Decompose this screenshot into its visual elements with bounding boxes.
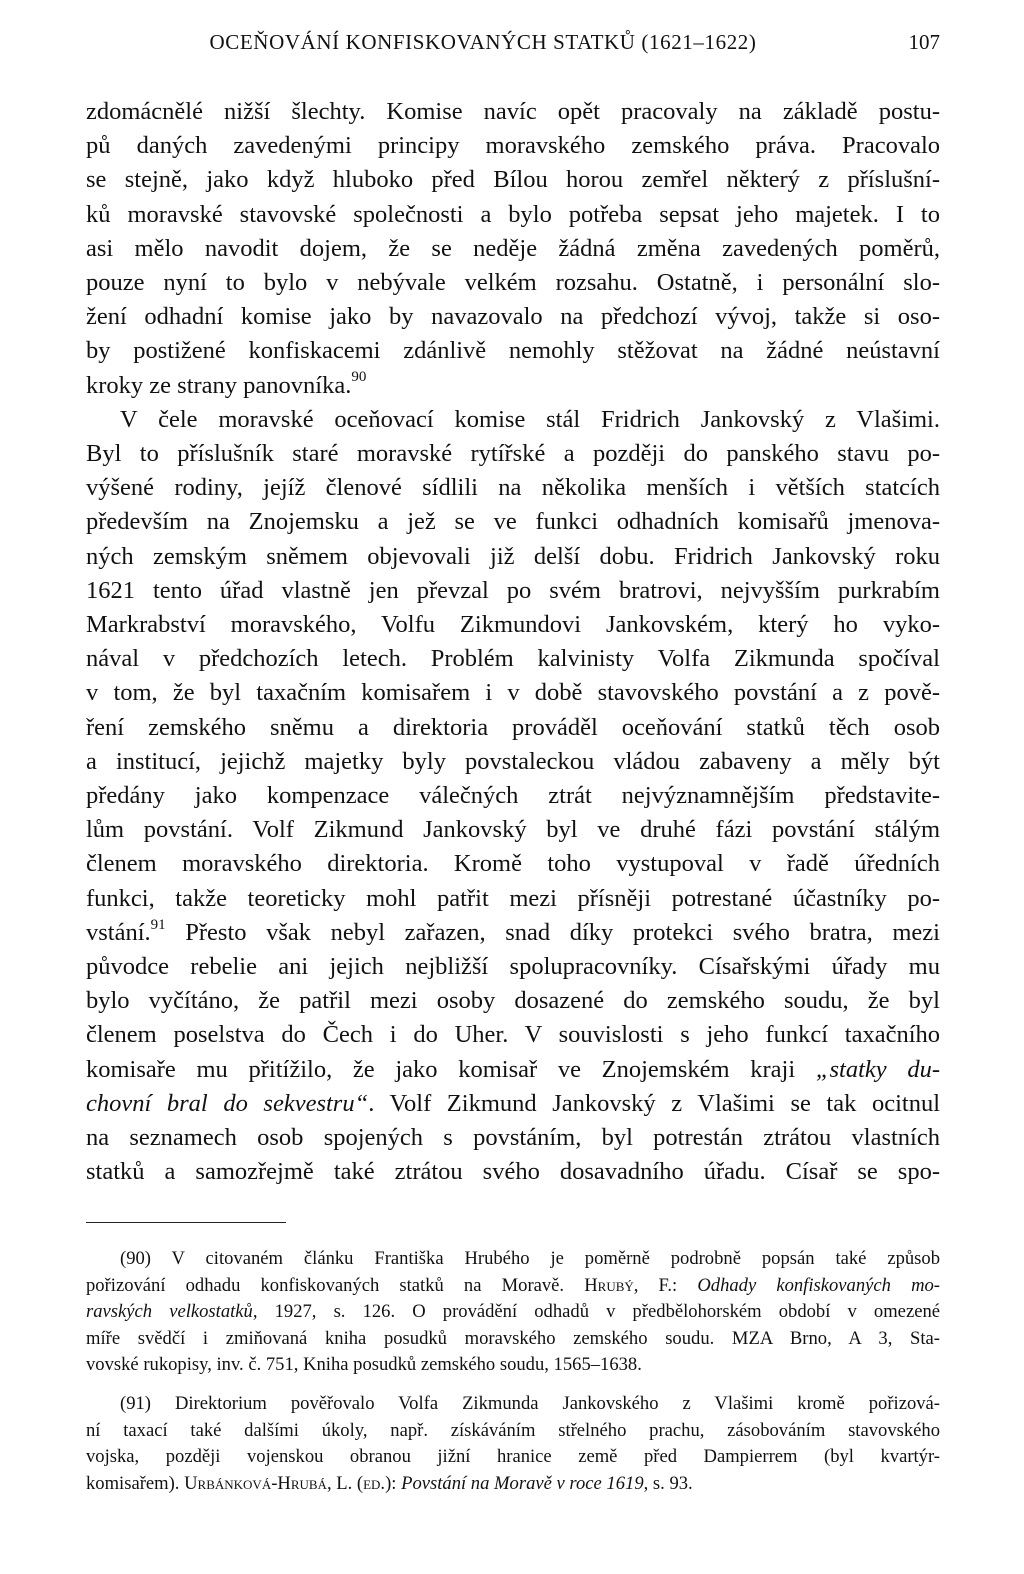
cited-title: Povstání na Moravě v roce 1619 <box>401 1472 644 1494</box>
main-text <box>86 95 940 1190</box>
footnote-line: (90) V citovaném článku Františka Hrubého je poměrně podrobně popsán také způsob <box>120 1248 940 1269</box>
text-line: pů daných zavedenými principy moravského zemského práva. Pracovalo <box>86 132 940 160</box>
text-run: : <box>391 1472 402 1494</box>
text-run: . Volf Zikmund Jankovský z Vlašimi se tak ocitnul <box>368 1089 940 1117</box>
footnote-line: (91) Direktorium pověřovalo Volfa Zikmunda Jankovského z Vlašimi kromě pořizová- <box>120 1392 940 1414</box>
footnotes <box>86 1246 940 1509</box>
text-line: a institucí, jejichž majetky byly povstaleckou vládou zabaveny a měly být <box>86 747 940 775</box>
footnote-line <box>86 1471 940 1498</box>
text-run: vstání. <box>86 918 151 946</box>
text-line: pouze nyní to bylo v nebývale velkém rozsahu. Ostatně, i personální slo- <box>86 269 940 297</box>
text-line: výšené rodiny, jejíž členové sídlili na několika menších i větších statcích <box>86 474 940 502</box>
text-line: ných zemským sněmem objevovali již delší dobu. Fridrich Jankovský roku <box>86 542 940 570</box>
footnote-ref-90[interactable]: 90 <box>351 369 367 386</box>
text-line: v tom, že byl taxačním komisařem i v době stavovského povstání a z pově- <box>86 679 940 707</box>
page-number: 107 <box>908 30 940 54</box>
text-line <box>86 369 940 403</box>
text-run: , s. 93. <box>643 1472 693 1494</box>
footnote-line <box>86 1273 940 1300</box>
text-line: statků a samozřejmě také ztrátou svého dosavadního úřadu. Císař se spo- <box>86 1158 940 1186</box>
cited-author: Urbánková-Hrubá, L. (ed.) <box>184 1472 392 1494</box>
text-line: by postižené konfiskacemi zdánlivě nemohly stěžovat na žádné neústavní <box>86 337 940 365</box>
footnote-91 <box>86 1391 940 1497</box>
text-line: členem poselstva do Čech i do Uher. V souvislosti s jeho funkcí taxačního <box>86 1021 940 1049</box>
text-run: : <box>672 1274 698 1296</box>
text-line: především na Znojemsku a jež se ve funkci odhadních komisařů jmenova- <box>86 508 940 536</box>
text-line: původce rebelie ani jejich nejbližší spolupracovníky. Císařskými úřady mu <box>86 953 940 981</box>
text-line: lům povstání. Volf Zikmund Jankovský byl ve druhé fázi povstání stálým <box>86 816 940 844</box>
text-line: předány jako kompenzace válečných ztrát nejvýznamnějším představite- <box>86 782 940 810</box>
text-line: žení odhadní komise jako by navazovalo na předchozí vývoj, takže si oso- <box>86 303 940 331</box>
footnote-line <box>86 1299 940 1326</box>
running-head: OCEŇOVÁNÍ KONFISKOVANÝCH STATKŮ (1621–1622) <box>209 30 757 54</box>
text-line: bylo vyčítáno, že patřil mezi osoby dosazené do zemského soudu, že byl <box>86 987 940 1015</box>
text-run: pořizování odhadu konfiskovaných statků na Moravě. <box>86 1274 585 1296</box>
quoted-text: „statky du- <box>815 1055 941 1083</box>
quoted-text: chovní bral do sekvestru“ <box>86 1089 369 1117</box>
text-line: nával v předchozích letech. Problém kalvinisty Volfa Zikmunda spočíval <box>86 645 940 673</box>
text-line: ření zemského sněmu a direktoria prováděl oceňování statků těch osob <box>86 713 940 741</box>
page-header <box>86 30 940 70</box>
text-line: se stejně, jako když hluboko před Bílou horou zemřel některý z příslušní- <box>86 166 940 194</box>
text-run: kroky ze strany panovníka. <box>86 371 352 399</box>
text-line: 1621 tento úřad vlastně jen převzal po svém bratrovi, nejvyšším purkrabím <box>86 576 940 604</box>
cited-author: Hrubý, F. <box>584 1274 673 1296</box>
text-run: Přesto však nebyl zařazen, snad díky protekci svého bratra, mezi <box>165 918 940 946</box>
footnote-ref-91[interactable]: 91 <box>150 916 166 933</box>
footnote-line: vovské rukopisy, inv. č. 751, Kniha posudků zemského soudu, 1565–1638. <box>86 1354 642 1376</box>
text-line: členem moravského direktoria. Kromě toho vystupoval v řadě úředních <box>86 850 940 878</box>
footnote-separator <box>86 1222 286 1223</box>
text-line: V čele moravské oceňovací komise stál Fridrich Jankovský z Vlašimi. <box>120 405 940 433</box>
footnote-90 <box>86 1246 940 1379</box>
text-line <box>86 916 940 950</box>
footnote-line: ní taxací také dalšími úkoly, např. získáváním střelného prachu, zásobováním stavovského <box>86 1419 940 1441</box>
text-line: asi mělo navodit dojem, že se neděje žádná změna zavedených poměrů, <box>86 234 940 262</box>
text-run: komisaře mu přitížilo, že jako komisař ve Znojemském kraji <box>86 1055 816 1083</box>
text-run: , 1927, s. 126. O provádění odhadů v předbělohorském období v omezené <box>252 1301 940 1323</box>
cited-title: ravských velkostatků <box>86 1301 253 1323</box>
footnote-line: vojska, později vojenskou obranou jižní hranice země před Dampierrem (byl kvartýr- <box>86 1446 940 1468</box>
text-line: zdomácnělé nižší šlechty. Komise navíc opět pracovaly na základě postu- <box>86 98 940 125</box>
text-run: komisařem). <box>86 1472 185 1494</box>
text-line <box>86 1053 940 1087</box>
text-line: Markrabství moravského, Volfu Zikmundovi Jankovském, který ho vyko- <box>86 611 940 639</box>
paragraph-1 <box>86 95 940 403</box>
paragraph-2 <box>86 403 940 1190</box>
text-line: ků moravské stavovské společnosti a bylo potřeba sepsat jeho majetek. I to <box>86 200 940 228</box>
text-line <box>86 1087 940 1121</box>
text-line: Byl to příslušník staré moravské rytířské a později do panského stavu po- <box>86 440 940 468</box>
footnote-line: míře svědčí i zmiňovaná kniha posudků moravského zemského soudu. MZA Brno, A 3, Sta- <box>86 1327 940 1349</box>
cited-title: Odhady konfiskovaných mo- <box>697 1274 940 1296</box>
text-line: na seznamech osob spojených s povstáním, byl potrestán ztrátou vlastních <box>86 1124 940 1152</box>
text-line: funkci, takže teoreticky mohl patřit mezi přísněji potrestané účastníky po- <box>86 884 940 912</box>
